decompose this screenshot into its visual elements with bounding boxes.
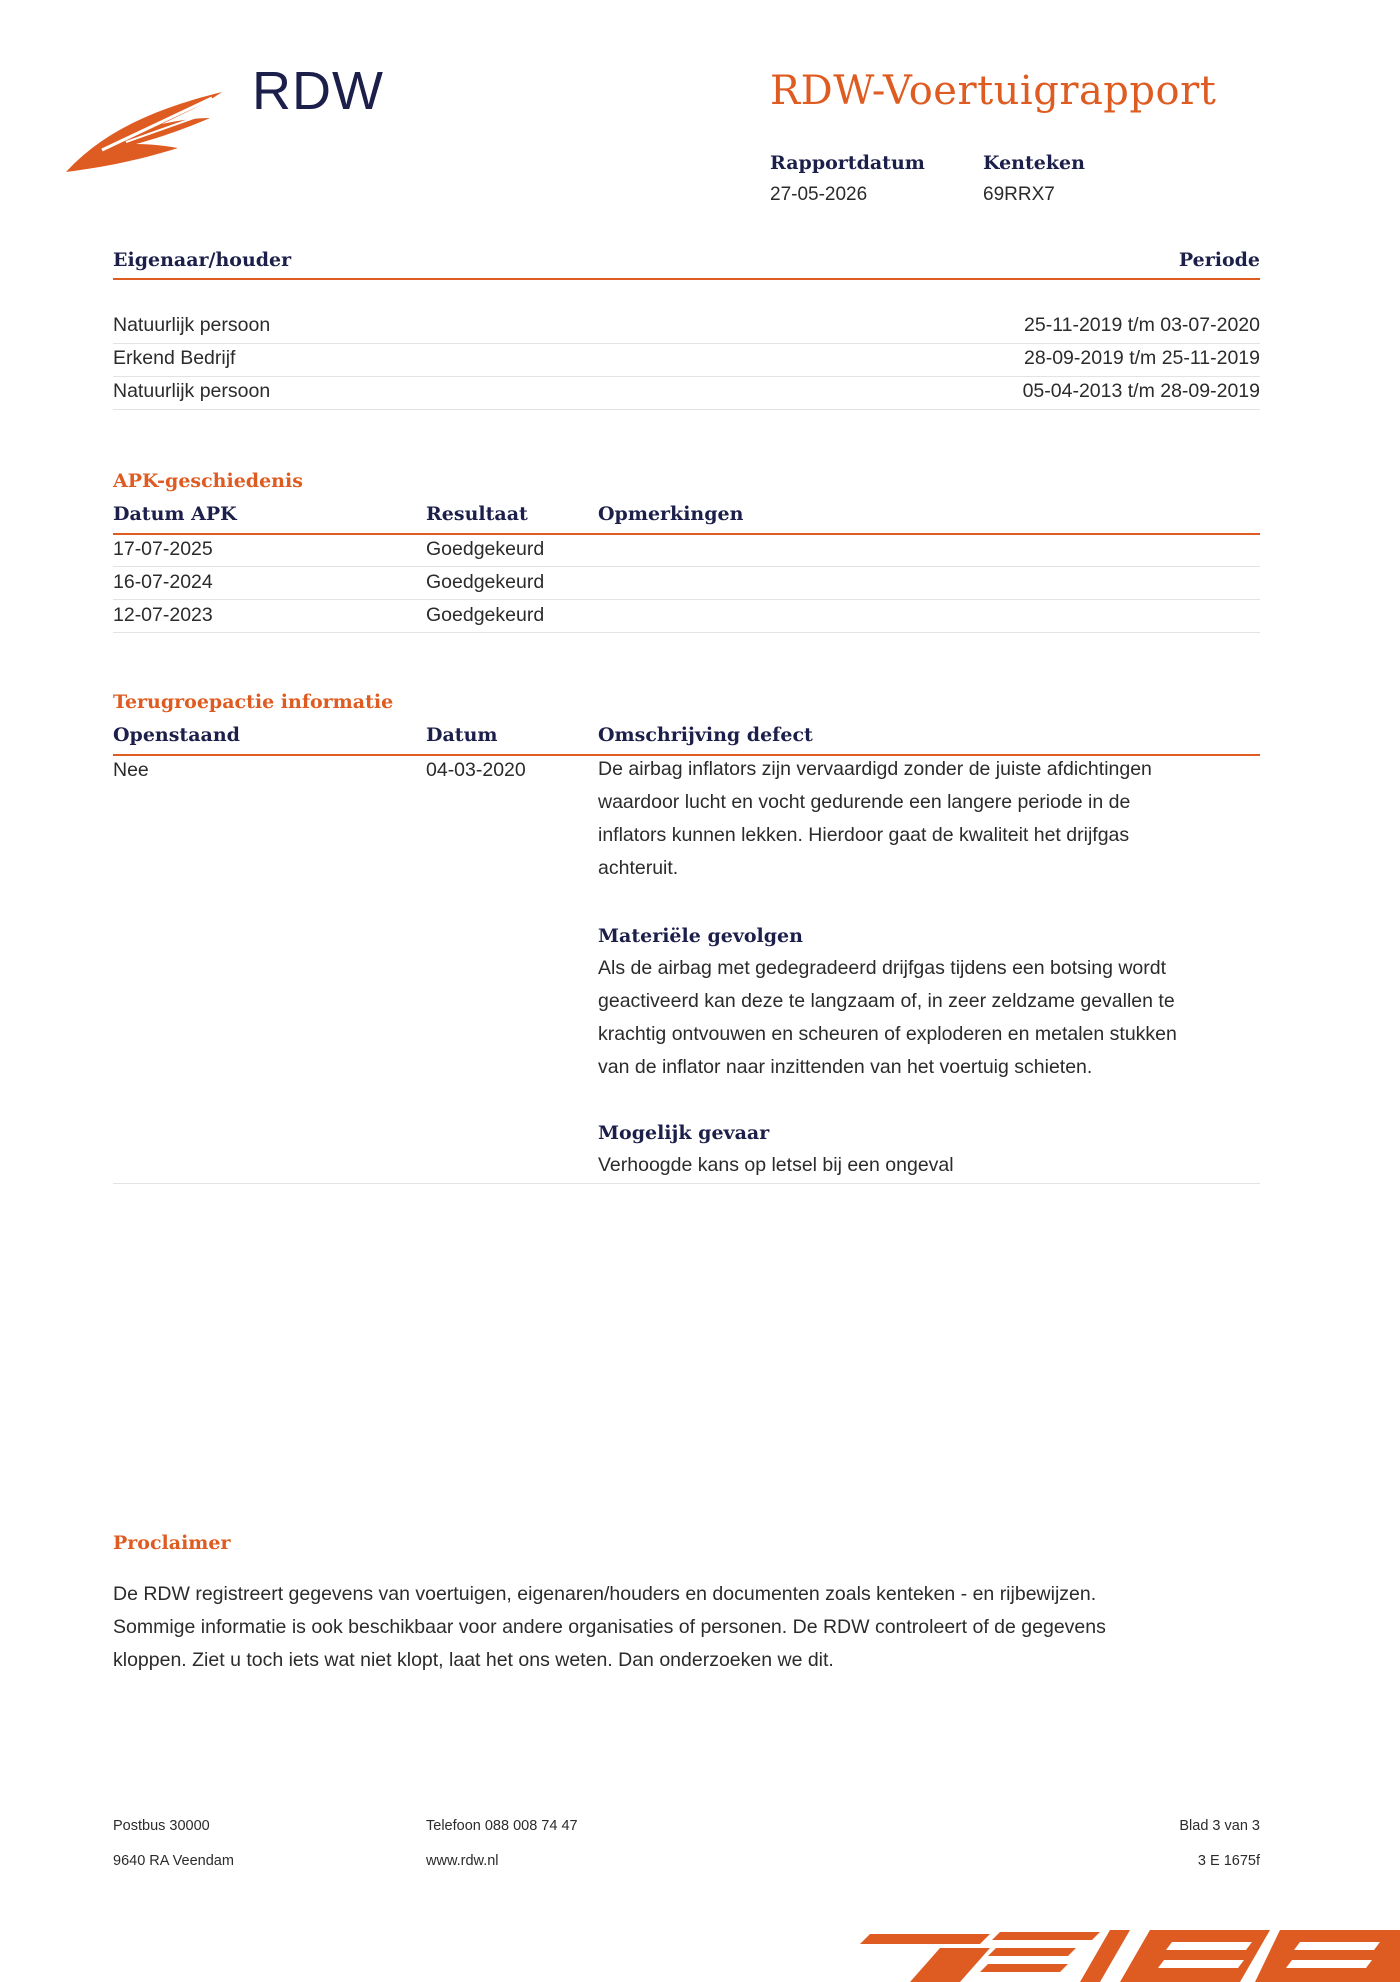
page-title: RDW-Voertuigrapport	[770, 68, 1217, 114]
owner-column-header: Eigenaar/houder	[113, 249, 292, 271]
apk-row-1-date: 17-07-2025	[113, 538, 213, 560]
row-divider	[113, 1183, 1260, 1184]
owner-row-2-owner: Erkend Bedrijf	[113, 347, 236, 369]
proclaimer-line: kloppen. Ziet u toch iets wat niet klopt, laat het ons weten. Dan onderzoeken we dit.	[113, 1649, 834, 1671]
footer-document-code: 3 E 1675f	[1197, 1853, 1260, 1869]
proclaimer-text	[113, 1578, 1106, 1677]
apk-section-title: APK-geschiedenis	[113, 470, 303, 492]
consequences-line: Als de airbag met gedegradeerd drijfgas tijdens een botsing wordt	[598, 957, 1167, 979]
recall-desc-column-header: Omschrijving defect	[598, 724, 813, 746]
recall-open-value: Nee	[113, 759, 149, 781]
recall-date-value: 04-03-2020	[426, 759, 526, 781]
report-date-value: 27-05-2026	[770, 184, 868, 205]
period-column-header: Periode	[1178, 249, 1260, 271]
recall-date-column-header: Datum	[426, 724, 498, 746]
apk-result-column-header: Resultaat	[426, 503, 528, 525]
row-divider	[113, 409, 1260, 410]
plate-label: Kenteken	[983, 152, 1085, 174]
apk-header-rule	[113, 533, 1260, 535]
row-divider	[113, 566, 1260, 567]
footer-page-number: Blad 3 van 3	[1179, 1818, 1260, 1834]
row-divider	[113, 632, 1260, 633]
apk-row-1-result: Goedgekeurd	[426, 538, 545, 560]
recall-open-column-header: Openstaand	[113, 724, 240, 746]
owner-row-3-owner: Natuurlijk persoon	[113, 380, 271, 402]
footer-phone: Telefoon 088 008 74 47	[426, 1818, 578, 1834]
footer-postbus: Postbus 30000	[113, 1818, 210, 1834]
consequences-line: krachtig ontvouwen en scheuren of exploderen en metalen stukken	[598, 1023, 1177, 1045]
owner-row-3-period: 05-04-2013 t/m 28-09-2019	[1022, 380, 1260, 402]
recall-section-title: Terugroepactie informatie	[113, 691, 394, 713]
owner-row-1-period: 25-11-2019 t/m 03-07-2020	[1024, 314, 1260, 336]
owners-header-rule	[113, 278, 1260, 280]
apk-date-column-header: Datum APK	[113, 503, 237, 525]
recall-description-line: De airbag inflators zijn vervaardigd zonder de juiste afdichtingen	[598, 758, 1152, 780]
consequences-title: Materiële gevolgen	[598, 925, 803, 947]
apk-row-2-result: Goedgekeurd	[426, 571, 545, 593]
consequences-text	[598, 952, 1177, 1084]
decorative-stripes-icon	[800, 1922, 1400, 1982]
row-divider	[113, 376, 1260, 377]
owner-row-1-owner: Natuurlijk persoon	[113, 314, 271, 336]
proclaimer-line: De RDW registreert gegevens van voertuigen, eigenaren/houders en documenten zoals kenteken - en rijbewijzen.	[113, 1583, 1097, 1605]
plate-value: 69RRX7	[983, 184, 1055, 205]
recall-description	[598, 753, 1152, 885]
owner-row-2-period: 28-09-2019 t/m 25-11-2019	[1024, 347, 1260, 369]
report-date-label: Rapportdatum	[770, 152, 925, 174]
row-divider	[113, 343, 1260, 344]
recall-description-line: inflators kunnen lekken. Hierdoor gaat de kwaliteit het drijfgas	[598, 824, 1130, 846]
danger-title: Mogelijk gevaar	[598, 1122, 770, 1144]
footer-website-link[interactable]: www.rdw.nl	[426, 1853, 499, 1869]
apk-remarks-column-header: Opmerkingen	[598, 503, 744, 525]
rdw-logo-icon	[62, 84, 232, 178]
consequences-line: van de inflator naar inzittenden van het voertuig schieten.	[598, 1056, 1093, 1078]
proclaimer-line: Sommige informatie is ook beschikbaar voor andere organisaties of personen. De RDW controleert of de gegevens	[113, 1616, 1106, 1638]
recall-description-line: achteruit.	[598, 857, 679, 879]
apk-row-2-date: 16-07-2024	[113, 571, 213, 593]
footer-city: 9640 RA Veendam	[113, 1853, 234, 1869]
proclaimer-title: Proclaimer	[113, 1532, 231, 1554]
apk-row-3-result: Goedgekeurd	[426, 604, 545, 626]
danger-text: Verhoogde kans op letsel bij een ongeval	[598, 1154, 954, 1176]
consequences-line: geactiveerd kan deze te langzaam of, in zeer zeldzame gevallen te	[598, 990, 1175, 1012]
logo-text: RDW	[252, 61, 384, 121]
apk-row-3-date: 12-07-2023	[113, 604, 213, 626]
recall-description-line: waardoor lucht en vocht gedurende een langere periode in de	[598, 791, 1131, 813]
row-divider	[113, 599, 1260, 600]
